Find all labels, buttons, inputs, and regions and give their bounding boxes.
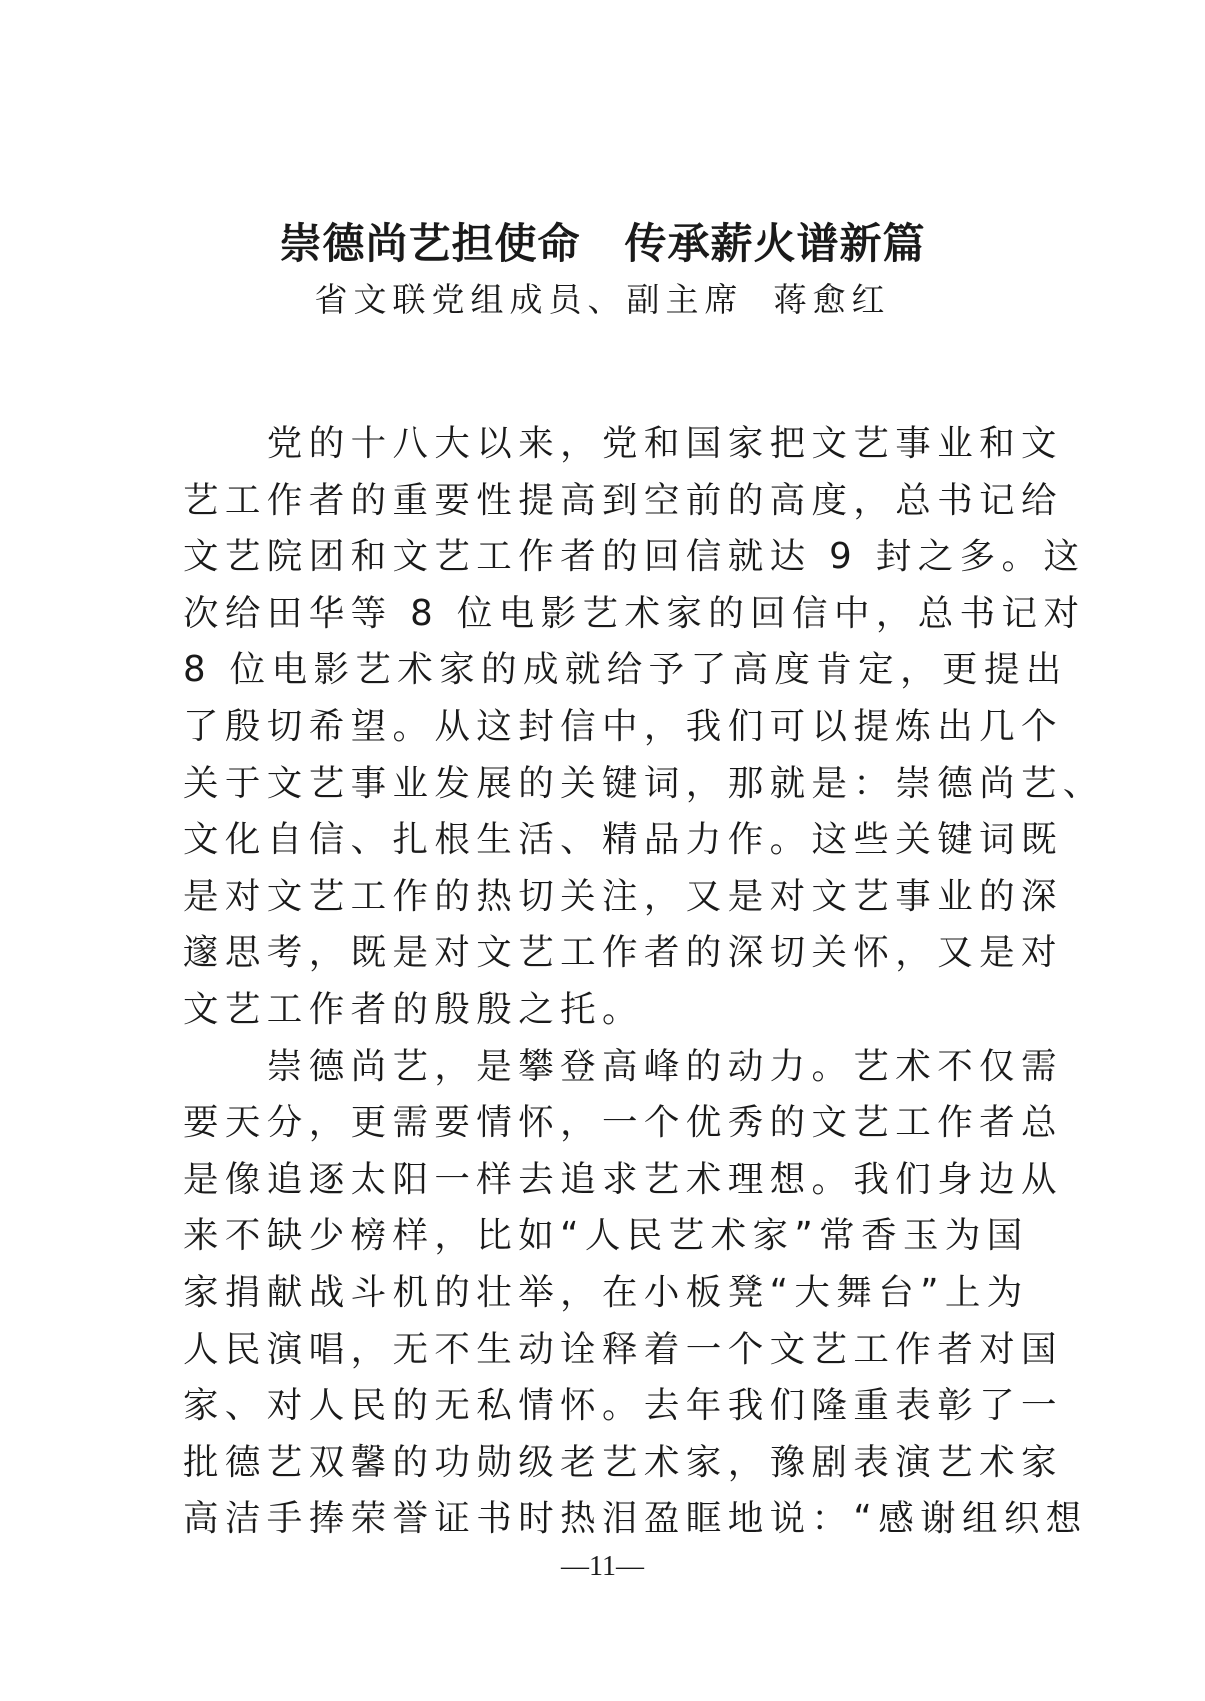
text-line: 文化自信、扎根生活、精品力作。这些关键词既 — [183, 819, 1063, 861]
text-line: 次给田华等 8 位电影艺术家的回信中，总书记对 — [183, 592, 1086, 634]
title-part-2: 传承薪火谱新篇 — [624, 219, 926, 268]
paragraph-2 — [183, 1039, 1088, 1548]
author-byline — [0, 278, 1205, 322]
text-line: 关于文艺事业发展的关键词，那就是：崇德尚艺、 — [183, 762, 1105, 804]
author-role: 省文联党组成员、副主席 — [314, 280, 744, 319]
text-line: 8 位电影艺术家的成就给予了高度肯定，更提出 — [183, 649, 1068, 691]
text-line: 家、对人民的无私情怀。去年我们隆重表彰了一 — [183, 1385, 1063, 1427]
text-line: 批德艺双馨的功勋级老艺术家，豫剧表演艺术家 — [183, 1441, 1063, 1483]
article-body — [183, 416, 1105, 1548]
text-line: 人民演唱，无不生动诠释着一个文艺工作者对国 — [183, 1328, 1063, 1370]
text-line: 是像追逐太阳一样去追求艺术理想。我们身边从 — [183, 1158, 1063, 1200]
text-line: 崇德尚艺，是攀登高峰的动力。艺术不仅需 — [183, 1045, 1063, 1087]
text-line: 来不缺少榜样，比如“人民艺术家”常香玉为国 — [183, 1215, 1029, 1257]
text-line: 文艺院团和文艺工作者的回信就达 9 封之多。这 — [183, 536, 1086, 578]
title-part-1: 崇德尚艺担使命 — [279, 219, 581, 268]
text-line: 家捐献战斗机的壮举，在小板凳“大舞台”上为 — [183, 1271, 1029, 1313]
article-title — [0, 218, 1205, 270]
text-line: 要天分，更需要情怀，一个优秀的文艺工作者总 — [183, 1102, 1063, 1144]
author-name: 蒋愈红 — [773, 280, 891, 319]
text-line: 高洁手捧荣誉证书时热泪盈眶地说：“感谢组织想 — [183, 1498, 1088, 1540]
text-line: 艺工作者的重要性提高到空前的高度，总书记给 — [183, 479, 1063, 521]
text-line: 是对文艺工作的热切关注，又是对文艺事业的深 — [183, 875, 1063, 917]
paragraph-1 — [183, 416, 1105, 1039]
text-line: 了殷切希望。从这封信中，我们可以提炼出几个 — [183, 705, 1063, 747]
text-line: 党的十八大以来，党和国家把文艺事业和文 — [183, 423, 1063, 464]
page-number: —11— — [561, 1551, 644, 1582]
text-line: 邃思考，既是对文艺工作者的深切关怀，又是对 — [183, 932, 1063, 974]
text-line: 文艺工作者的殷殷之托。 — [183, 988, 644, 1030]
